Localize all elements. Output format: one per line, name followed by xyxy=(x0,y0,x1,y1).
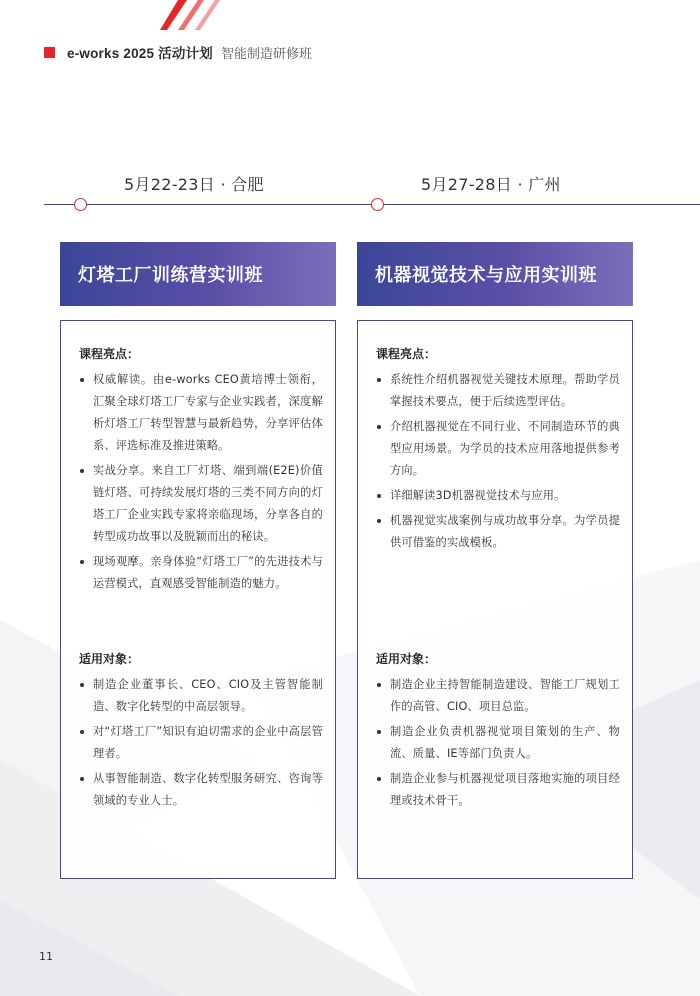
list-item: 详细解读3D机器视觉技术与应用。 xyxy=(376,485,620,507)
timeline-dot-1 xyxy=(74,198,87,211)
audience-title: 适用对象： xyxy=(79,652,140,666)
list-item: 制造企业主持智能制造建设、智能工厂规划工作的高管、CIO、项目总监。 xyxy=(376,674,620,718)
page-header xyxy=(44,42,312,62)
list-item: 介绍机器视觉在不同行业、不同制造环节的典型应用场景。为学员的技术应用落地提供参考方向。 xyxy=(376,416,620,482)
date-location-hefei: 5月22-23日 · 合肥 xyxy=(124,175,264,194)
list-item: 系统性介绍机器视觉关键技术原理。帮助学员掌握技术要点，便于后续选型评估。 xyxy=(376,369,620,413)
list-item: 权威解读。由e-works CEO黄培博士领衔，汇聚全球灯塔工厂专家与企业实践者，深度解析灯塔工厂转型智慧与最新趋势，分享评估体系、评选标准及推进策略。 xyxy=(79,369,323,457)
course-card-machine-vision xyxy=(357,320,633,879)
highlights-title: 课程亮点： xyxy=(79,347,140,361)
top-stripes-decoration xyxy=(160,0,230,30)
audience-list xyxy=(79,674,323,815)
highlights-list xyxy=(79,369,323,598)
list-item: 制造企业负责机器视觉项目策划的生产、物流、质量、IE等部门负责人。 xyxy=(376,721,620,765)
page-number: 11 xyxy=(39,950,53,963)
header-subtitle: 智能制造研修班 xyxy=(220,46,312,62)
list-item: 制造企业参与机器视觉项目落地实施的项目经理或技术骨干。 xyxy=(376,768,620,812)
list-item: 制造企业董事长、CEO、CIO及主管智能制造、数字化转型的中高层领导。 xyxy=(79,674,323,718)
highlights-list xyxy=(376,369,620,557)
list-item: 机器视觉实战案例与成功故事分享。为学员提供可借鉴的实战模板。 xyxy=(376,510,620,554)
timeline-dot-2 xyxy=(371,198,384,211)
list-item: 实战分享。来自工厂灯塔、端到端(E2E)价值链灯塔、可持续发展灯塔的三类不同方向的灯塔工厂企业实践专家将亲临现场，分享各自的转型成功故事以及脱颖而出的秘诀。 xyxy=(79,460,323,548)
audience-list xyxy=(376,674,620,815)
course-card-lighthouse xyxy=(60,320,336,879)
audience-title: 适用对象： xyxy=(376,652,437,666)
list-item: 对“灯塔工厂”知识有迫切需求的企业中高层管理者。 xyxy=(79,721,323,765)
course-title-lighthouse: 灯塔工厂训练营实训班 xyxy=(60,242,336,306)
highlights-title: 课程亮点： xyxy=(376,347,437,361)
date-location-guangzhou: 5月27-28日 · 广州 xyxy=(421,175,561,194)
header-brand: e-works 2025 活动计划 xyxy=(67,46,213,61)
red-square-mark xyxy=(44,47,55,58)
list-item: 从事智能制造、数字化转型服务研究、咨询等领域的专业人士。 xyxy=(79,768,323,812)
list-item: 现场观摩。亲身体验“灯塔工厂”的先进技术与运营模式，直观感受智能制造的魅力。 xyxy=(79,551,323,595)
course-title-machine-vision: 机器视觉技术与应用实训班 xyxy=(357,242,633,306)
